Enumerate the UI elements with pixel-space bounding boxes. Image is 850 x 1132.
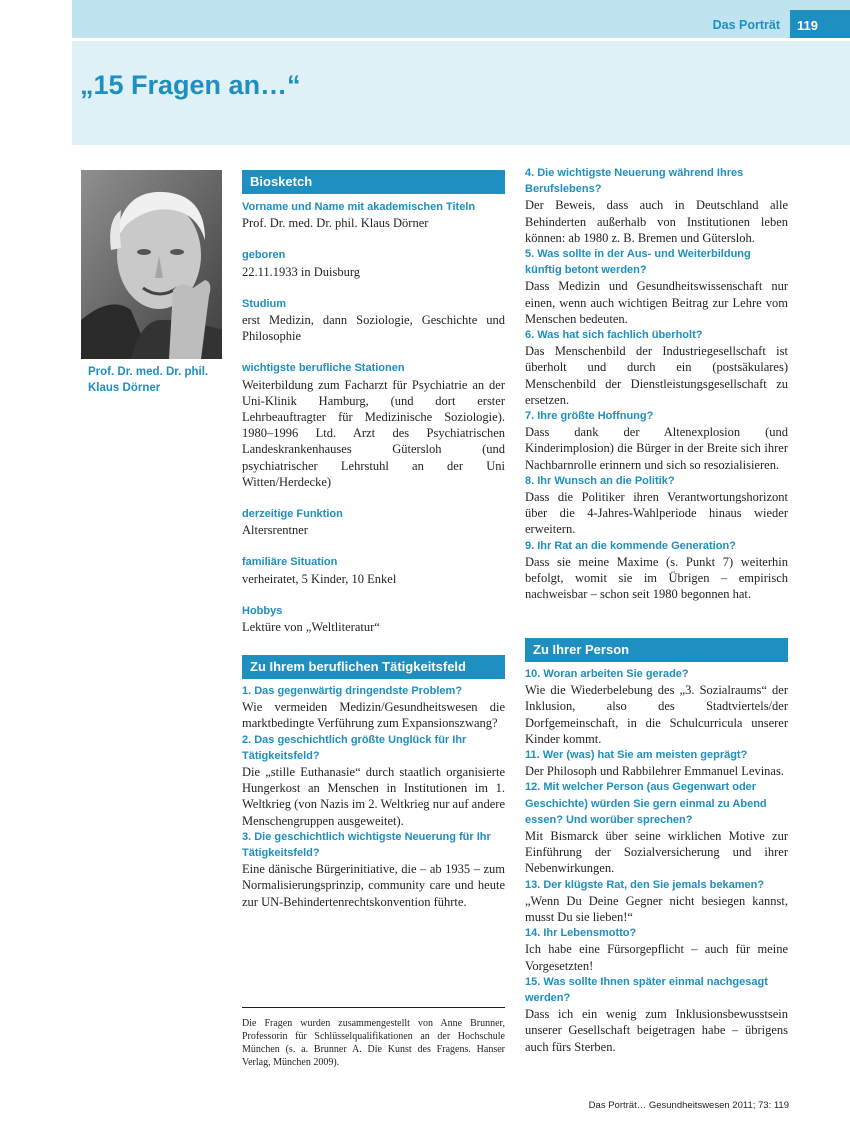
answer: Die „stille Euthanasie“ durch staatlich organisierte Hungerkost an Menschen in Institutionen im 1. Weltkrieg (von Nazis im 2. Weltkrieg nur auf andere Menschengruppen ausgeweitet).: [242, 765, 505, 828]
bio-label: Hobbys: [242, 604, 283, 617]
bio-label: familiäre Situation: [242, 556, 338, 569]
question: 9. Ihr Rat an die kommende Generation?: [525, 539, 736, 552]
biosketch-heading: Biosketch: [242, 170, 505, 194]
answer: Eine dänische Bürgerinitiative, die – ab 1935 – zum Normalisierungsprinzip, community care und heute zur UN-Behindertenrechtskonvention führte.: [242, 862, 505, 909]
page-title: „15 Fragen an…“: [80, 70, 301, 100]
answer: Dass sie meine Maxime (s. Punkt 7) weiterhin befolgt, womit sie im Übrigen – empirisch nachweisbar – schon seit 1980 begonnen hat.: [525, 554, 788, 602]
answer: Dass ich ein wenig zum Inklusionsbewusstsein unserer Gesellschaft beigetragen habe – übrigens auch fürs Sterben.: [525, 1007, 788, 1054]
bio-value: Altersrentner: [242, 523, 308, 538]
answer: Dass Medizin und Gesundheitswissenschaft nur einen, wenn auch wichtigen Beitrag zur Lehre vom Menschen bedeuten.: [525, 279, 788, 326]
page-number-box: [790, 10, 850, 40]
question: 5. Was sollte in der Aus- und Weiterbildung künftig betont werden?: [525, 248, 751, 277]
biosketch-section: [242, 170, 505, 635]
answer: Das Menschenbild der Industriegesellschaft ist überholt und durch ein (postsäkulares) Menschenbild der Dienstleistungsgesellschaft zu ersetzen.: [525, 344, 788, 407]
answer: Dass dank der Altenexplosion (und Kinderimplosion) die Bürger in der Breite sich ihrer Nachbarnrolle erinnern und sich so resozialisieren.: [525, 425, 788, 472]
question: 12. Mit welcher Person (aus Gegenwart oder Geschichte) würden Sie gern einmal zu Abend essen? Und worüber sprechen?: [525, 781, 767, 826]
page-number: 119: [797, 18, 818, 33]
bio-value: Lektüre von „Weltliteratur“: [242, 620, 380, 635]
bio-field: [242, 360, 505, 490]
bio-label: Vorname und Name mit akademischen Titeln: [242, 201, 476, 213]
top-bar: [72, 0, 850, 38]
question: 7. Ihre größte Hoffnung?: [525, 410, 654, 423]
question: 13. Der klügste Rat, den Sie jemals bekamen?: [525, 878, 765, 891]
portrait-photo: [81, 170, 222, 359]
question: 4. Die wichtigste Neuerung während Ihres Berufslebens?: [525, 167, 744, 196]
question: 1. Das gegenwärtig dringendste Problem?: [242, 685, 463, 697]
bio-value: Prof. Dr. med. Dr. phil. Klaus Dörner: [242, 216, 429, 231]
question: 11. Wer (was) hat Sie am meisten geprägt?: [525, 749, 748, 762]
answer: Mit Bismarck über seine wirklichen Motive zur Einführung der Sozialversicherung und ihrer Nebenwirkungen.: [525, 829, 788, 876]
bio-value: 22.11.1933 in Duisburg: [242, 264, 361, 279]
caption-line: Klaus Dörner: [88, 382, 161, 394]
question: 14. Ihr Lebensmotto?: [525, 927, 637, 940]
answer: Der Beweis, dass auch in Deutschland alle Behinderten außerhalb von Institutionen leben können: ab 1980 z. B. Bremen und Gütersloh.: [525, 198, 788, 245]
page-footer: Das Porträt… Gesundheitswesen 2011; 73: 119: [588, 1100, 789, 1111]
work-continued: [525, 165, 788, 602]
answer: Wie die Wiederbelebung des „3. Sozialraums“ der Inklusion, also des Stadtviertels/der Dorfgemeinschaft, in die Schulcurricula unserer Kinder kommt.: [525, 683, 788, 746]
answer: Wie vermeiden Medizin/Gesundheitswesen die marktbedingte Verführung zum Expansionszwang?: [242, 700, 505, 731]
bio-field: [242, 247, 505, 279]
question: 10. Woran arbeiten Sie gerade?: [525, 668, 689, 680]
footnote: Die Fragen wurden zusammengestellt von Anne Brunner, Professorin für Schlüsselqualifikationen an der Hochschule München (s. a. Brunner A. Die Kunst des Fragens. Hanser Verlag, München 2009).: [242, 1018, 505, 1068]
bio-field: [242, 199, 505, 231]
question: 2. Das geschichtlich größte Unglück für Ihr Tätigkeitsfeld?: [242, 733, 467, 762]
bio-label: wichtigste berufliche Stationen: [242, 362, 405, 375]
question: 3. Die geschichtlich wichtigste Neuerung für Ihr Tätigkeitsfeld?: [242, 830, 491, 860]
caption-line: Prof. Dr. med. Dr. phil.: [88, 366, 209, 378]
question: 6. Was hat sich fachlich überholt?: [525, 329, 703, 342]
footnote-rule: [242, 1007, 505, 1008]
person-section: [525, 638, 788, 1055]
work-section: [242, 655, 505, 910]
answer: Dass die Politiker ihren Verantwortungshorizont über die 4-Jahres-Wahlperiode hinaus wieder erweitern.: [525, 490, 788, 537]
bio-value: erst Medizin, dann Soziologie, Geschichte und Philosophie: [242, 313, 505, 344]
question: 8. Ihr Wunsch an die Politik?: [525, 474, 675, 487]
bio-field: [242, 554, 505, 586]
portrait-caption: [88, 364, 228, 396]
bio-label: geboren: [242, 249, 286, 262]
bio-value: Weiterbildung zum Facharzt für Psychiatrie an der Uni-Klinik Hamburg, (und dort erster Lehrbeauftragter für Medizinische Soziologie). 1980–1996 Ltd. Arzt des Psychiatrischen Landeskrankenhauses Gütersloh (und psychiatrischer Lehrstuhl an der Uni Witten/Herdecke): [242, 377, 505, 489]
bio-label: Studium: [242, 297, 286, 310]
bio-field: [242, 506, 505, 538]
work-heading: Zu Ihrem beruflichen Tätigkeitsfeld: [242, 655, 505, 679]
section-label: Das Porträt: [712, 18, 780, 32]
answer: Der Philosoph und Rabbilehrer Emmanuel Levinas.: [525, 764, 784, 779]
bio-value: verheiratet, 5 Kinder, 10 Enkel: [242, 571, 397, 586]
bio-field: [242, 603, 505, 635]
answer: Ich habe eine Fürsorgepflicht – auch für meine Vorgesetzten!: [525, 942, 788, 973]
bio-field: [242, 296, 505, 345]
answer: „Wenn Du Deine Gegner nicht besiegen kannst, musst Du sie lieben!“: [525, 893, 788, 925]
question: 15. Was sollte Ihnen später einmal nachgesagt werden?: [525, 975, 768, 1005]
person-heading: Zu Ihrer Person: [525, 638, 788, 662]
bio-label: derzeitige Funktion: [242, 508, 343, 521]
